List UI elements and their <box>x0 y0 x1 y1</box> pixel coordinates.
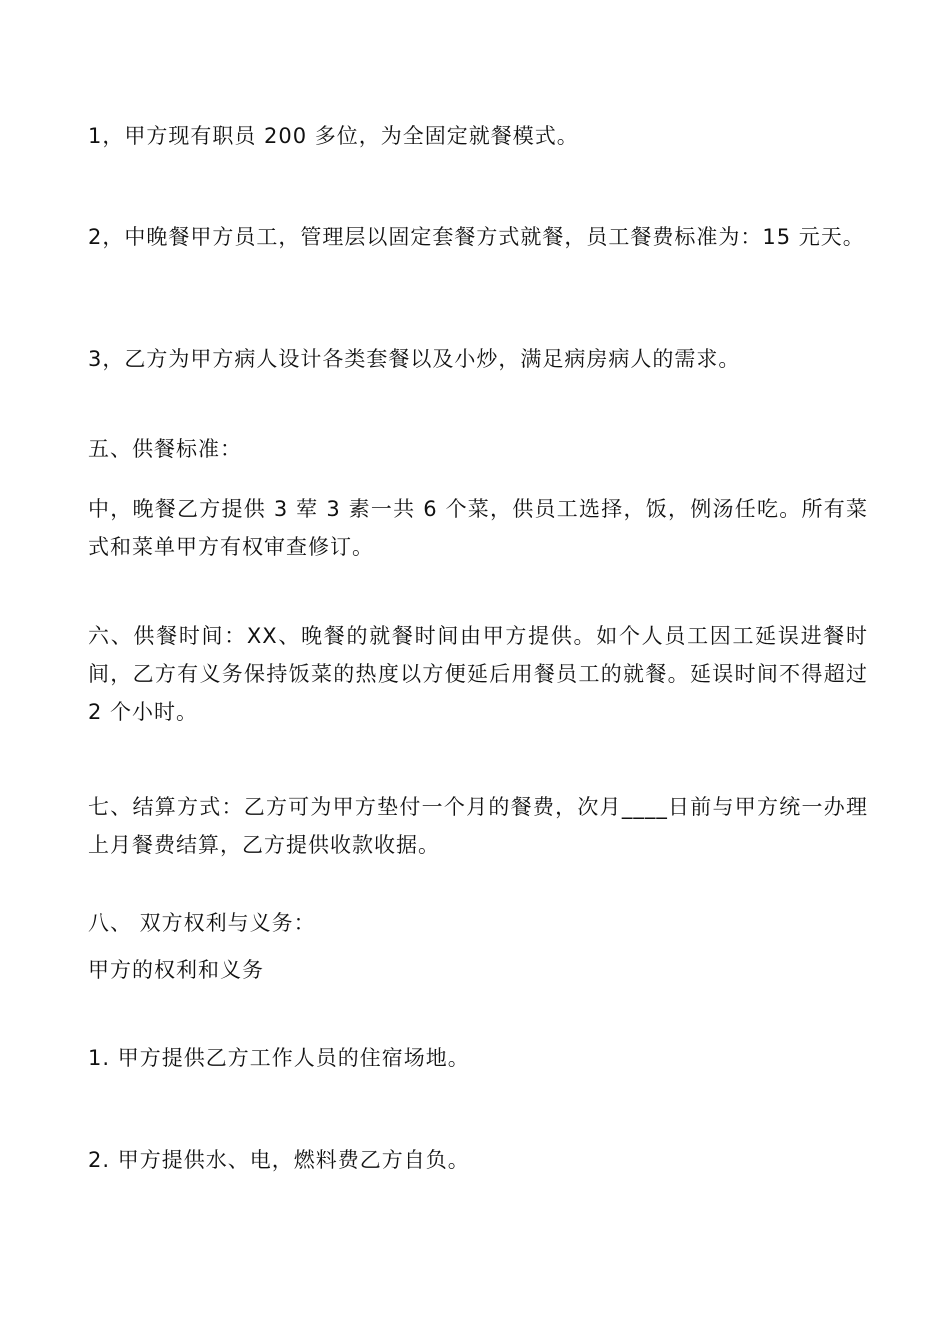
section-heading-meal-standard: 五、供餐标准： <box>88 437 242 461</box>
paragraph-staff-count: 1，甲方现有职员 200 多位，为全固定就餐模式。 <box>88 124 579 148</box>
list-item-accommodation: 1. 甲方提供乙方工作人员的住宿场地。 <box>88 1046 470 1070</box>
paragraph-meal-standard: 2，中晚餐甲方员工，管理层以固定套餐方式就餐，员工餐费标准为：15 元天。 <box>88 225 865 249</box>
paragraph-patient-meals: 3，乙方为甲方病人设计各类套餐以及小炒，满足病房病人的需求。 <box>88 347 741 371</box>
paragraph-meal-time: 六、供餐时间：XX、晚餐的就餐时间由甲方提供。如个人员工因工延误进餐时间，乙方有义务保持饭菜的热度以方便延后用餐员工的就餐。延误时间不得超过 2 个小时。 <box>88 624 868 724</box>
subheading-party-a: 甲方的权利和义务 <box>88 958 264 982</box>
paragraph-settlement: 七、结算方式：乙方可为甲方垫付一个月的餐费，次月____日前与甲方统一办理上月餐费结算，乙方提供收款收据。 <box>88 795 868 857</box>
paragraph-dishes: 中，晚餐乙方提供 3 荤 3 素一共 6 个菜，供员工选择，饭，例汤任吃。所有菜式和菜单甲方有权审查修订。 <box>88 497 868 559</box>
list-item-utilities: 2. 甲方提供水、电，燃料费乙方自负。 <box>88 1148 470 1172</box>
section-heading-rights-obligations: 八、 双方权利与义务： <box>88 911 316 935</box>
